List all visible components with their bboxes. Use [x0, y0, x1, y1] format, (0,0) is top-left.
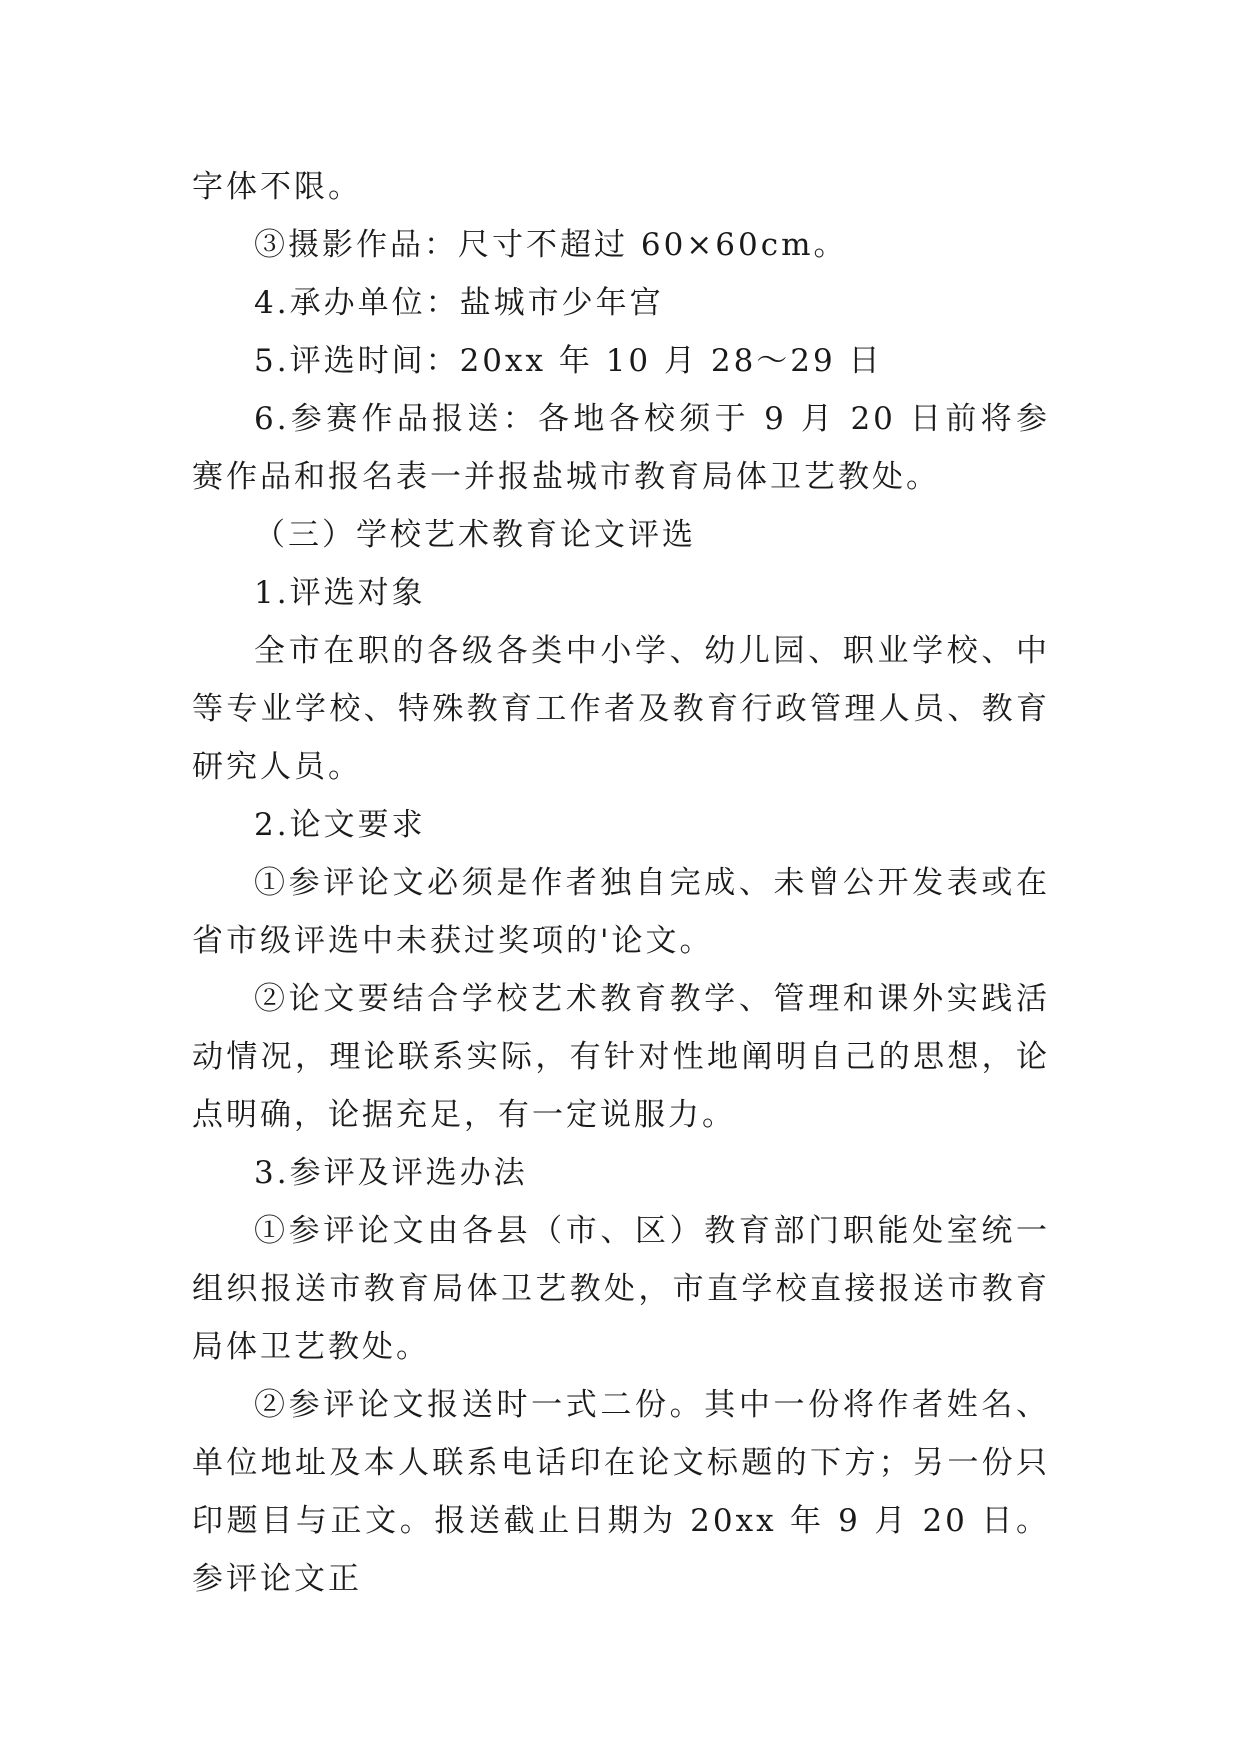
paragraph-requirement-1: ①参评论文必须是作者独自完成、未曾公开发表或在省市级评选中未获过奖项的'论文。 [192, 865, 1050, 959]
paragraph-method-1: ①参评论文由各县（市、区）教育部门职能处室统一组织报送市教育局体卫艺教处，市直学校直接报送市教育局体卫艺教处。 [192, 1213, 1050, 1365]
paragraph-target-body: 全市在职的各级各类中小学、幼儿园、职业学校、中等专业学校、特殊教育工作者及教育行政管理人员、教育研究人员。 [192, 633, 1050, 785]
paragraph-method-2: ②参评论文报送时一式二份。其中一份将作者姓名、单位地址及本人联系电话印在论文标题的下方；另一份只印题目与正文。报送截止日期为 20xx 年 9 月 20 日。参评论文正 [192, 1387, 1050, 1597]
paragraph-fonts-unlimited: 字体不限。 [192, 169, 362, 205]
paragraph-method-title: 3.参评及评选办法 [254, 1155, 528, 1191]
paragraph-photo-size: ③摄影作品：尺寸不超过 60×60cm。 [254, 227, 848, 263]
paragraph-submission: 6.参赛作品报送：各地各校须于 9 月 20 日前将参赛作品和报名表一并报盐城市教育局体卫艺教处。 [192, 401, 1050, 495]
paragraph-requirements-title: 2.论文要求 [254, 807, 426, 843]
paragraph-organizer: 4.承办单位：盐城市少年宫 [254, 285, 664, 321]
section-heading-essay-evaluation: （三）学校艺术教育论文评选 [254, 517, 696, 553]
paragraph-requirement-2: ②论文要结合学校艺术教育教学、管理和课外实践活动情况，理论联系实际，有针对性地阐明自己的思想，论点明确，论据充足，有一定说服力。 [192, 981, 1050, 1133]
paragraph-evaluation-time: 5.评选时间：20xx 年 10 月 28～29 日 [254, 343, 883, 379]
paragraph-target-title: 1.评选对象 [254, 575, 426, 611]
document-body [192, 158, 1050, 1608]
